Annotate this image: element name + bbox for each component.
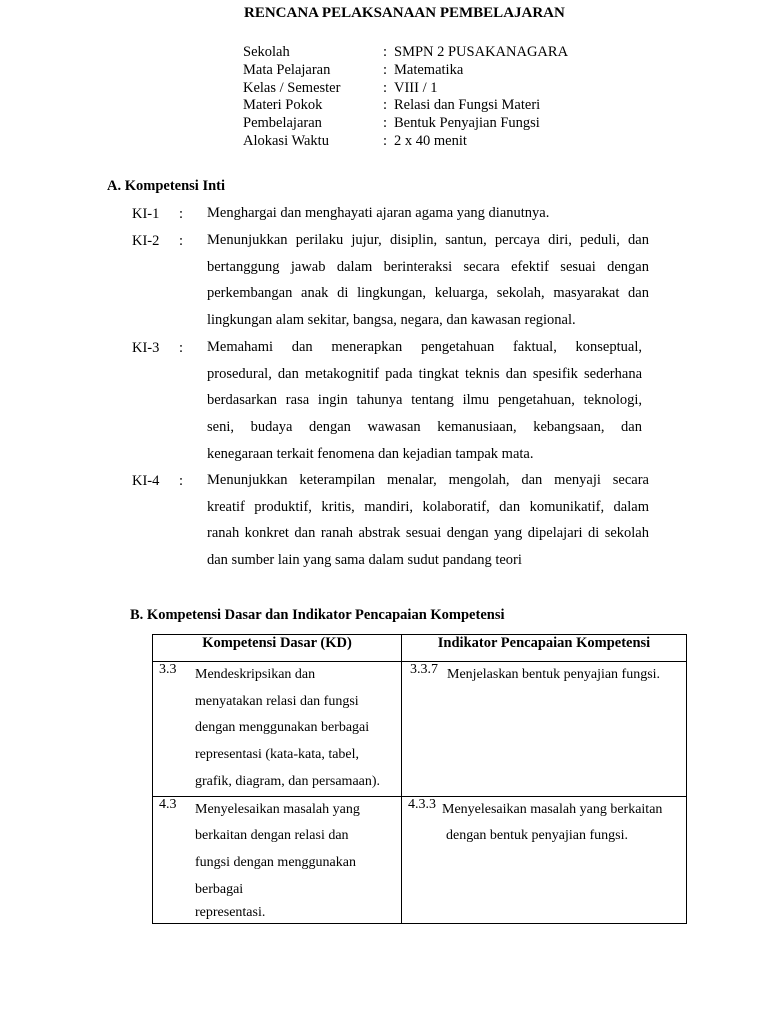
identity-row: Kelas / Semester : VIII / 1 bbox=[243, 79, 438, 96]
identity-label: Mata Pelajaran bbox=[243, 61, 331, 78]
identity-block bbox=[243, 44, 568, 151]
identity-value: SMPN 2 PUSAKANAGARA bbox=[394, 44, 569, 60]
identity-row: Mata Pelajaran : Matematika bbox=[243, 61, 464, 78]
ki-code: KI-4 bbox=[132, 473, 160, 489]
kd-number: 3.3 bbox=[159, 662, 177, 677]
ki-colon: : bbox=[179, 473, 184, 489]
ki-text: Memahami dan menerapkan pengetahuan faktual, konseptual, prosedural, dan metakognitif pada tingkat teknis dan spesifik sederhana berdasarkan rasa ingin tahunya tentang ilmu pengetahuan, teknologi, seni, budaya dengan wawasan kemanusiaan, kebangsaan, dan kenegaraan terkait fenomena dan kejadian tampak mata. bbox=[207, 339, 642, 462]
ki-code: KI-3 bbox=[132, 340, 160, 356]
kd-ipk-table bbox=[152, 634, 687, 924]
ki-text: Menunjukkan keterampilan menalar, mengolah, dan menyaji secara kreatif produktif, kritis, mandiri, kolaboratif, dan komunikatif, dalam ranah konkret dan ranah abstrak sesuai dengan yang dipelajari di sekolah dan sumber lain yang sama dalam sudut pandang teori bbox=[207, 472, 649, 569]
ipk-number: 3.3.7 bbox=[410, 662, 438, 677]
ipk-number: 4.3.3 bbox=[408, 796, 436, 812]
identity-row: Pembelajaran : Bentuk Penyajian Fungsi bbox=[243, 115, 540, 132]
table-row bbox=[153, 796, 687, 924]
identity-label: Materi Pokok bbox=[243, 97, 323, 114]
table-header-row bbox=[153, 635, 687, 662]
column-header-kd: Kompetensi Dasar (KD) bbox=[153, 635, 402, 662]
identity-row: Alokasi Waktu : 2 x 40 menit bbox=[243, 132, 467, 149]
identity-value: Bentuk Penyajian Fungsi bbox=[394, 115, 540, 132]
ki-text: Menghargai dan menghayati ajaran agama yang dianutnya. bbox=[207, 205, 550, 221]
ki-text: Menunjukkan perilaku jujur, disiplin, santun, percaya diri, peduli, dan bertanggung jawab dalam berinteraksi secara efektif sesuai dengan perkembangan anak di lingkungan, keluarga, sekolah, masyarakat dan lingkungan alam sekitar, bangsa, negara, dan kawasan regional. bbox=[207, 232, 649, 329]
kd-cell: 4.3 Menyelesaikan masalah yang berkaitan dengan relasi dan fungsi dengan menggunakan berbagai representasi. bbox=[153, 796, 402, 924]
section-a-heading: A. Kompetensi Inti bbox=[107, 178, 226, 194]
kd-number: 4.3 bbox=[159, 796, 177, 812]
identity-label: Kelas / Semester bbox=[243, 79, 341, 96]
document-title: RENCANA PELAKSANAAN PEMBELAJARAN bbox=[244, 5, 565, 21]
table-row bbox=[153, 662, 687, 797]
identity-row: Materi Pokok : Relasi dan Fungsi Materi bbox=[243, 97, 541, 114]
identity-value: Matematika bbox=[394, 61, 464, 78]
section-b-heading: B. Kompetensi Dasar dan Indikator Pencapaian Kompetensi bbox=[130, 607, 505, 623]
ki-colon: : bbox=[179, 206, 184, 222]
ki-colon: : bbox=[179, 340, 184, 356]
identity-value: 2 x 40 menit bbox=[394, 132, 467, 149]
kd-cell: 3.3 Mendeskripsikan dan menyatakan relasi dan fungsi dengan menggunakan berbagai representasi (kata-kata, tabel, grafik, diagram, dan persamaan). bbox=[153, 662, 402, 797]
ipk-cell: 4.3.3 Menyelesaikan masalah yang berkaitan dengan bentuk penyajian fungsi. bbox=[402, 796, 687, 924]
column-header-ipk: Indikator Pencapaian Kompetensi bbox=[402, 635, 687, 662]
identity-value: VIII / 1 bbox=[394, 79, 438, 96]
identity-row: Sekolah : SMPN 2 PUSAKANAGARA bbox=[243, 44, 569, 60]
identity-label: Sekolah bbox=[243, 44, 290, 60]
ki-code: KI-1 bbox=[132, 206, 160, 222]
ki-code: KI-2 bbox=[132, 233, 160, 249]
identity-value: Relasi dan Fungsi Materi bbox=[394, 97, 541, 114]
identity-label: Alokasi Waktu bbox=[243, 132, 329, 149]
ipk-cell: 3.3.7 Menjelaskan bentuk penyajian fungsi. bbox=[402, 662, 687, 797]
identity-label: Pembelajaran bbox=[243, 115, 322, 132]
ki-colon: : bbox=[179, 233, 184, 249]
